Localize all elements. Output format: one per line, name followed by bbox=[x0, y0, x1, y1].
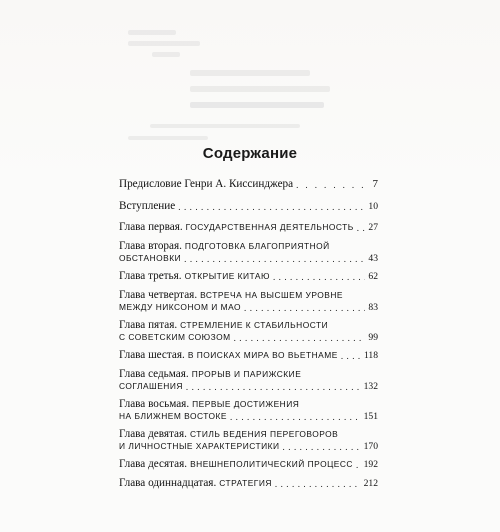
toc-entry-label: Вступление bbox=[119, 200, 176, 212]
toc-entry-chapter-7[interactable] bbox=[119, 368, 378, 392]
toc-entry-label: Предисловие Генри А. Киссинджера bbox=[119, 178, 294, 190]
toc-entry-chapter-1[interactable] bbox=[119, 221, 378, 233]
toc-page-number: 7 bbox=[372, 178, 378, 190]
toc-entry-chapter-6[interactable] bbox=[119, 349, 378, 361]
leader-dots bbox=[275, 478, 361, 490]
toc-entry-label-continued: СОГЛАШЕНИЯ bbox=[119, 381, 183, 391]
leader-dots bbox=[273, 271, 365, 283]
toc-entry-label: Глава третья. ОТКРЫТИЕ КИТАЮ bbox=[119, 270, 270, 282]
show-through-mark bbox=[190, 70, 310, 76]
toc-page-number: 132 bbox=[363, 381, 378, 392]
toc-entry-chapter-5[interactable] bbox=[119, 319, 378, 343]
toc-heading: Содержание bbox=[202, 145, 298, 162]
toc-entry-chapter-4[interactable] bbox=[119, 289, 378, 313]
toc-entry-label-continued: НА БЛИЖНЕМ ВОСТОКЕ bbox=[119, 411, 227, 421]
toc-entry-label: Глава первая. ГОСУДАРСТВЕННАЯ ДЕЯТЕЛЬНОСТЬ bbox=[119, 221, 354, 233]
leader-dots bbox=[234, 332, 366, 344]
leader-dots bbox=[184, 253, 365, 265]
toc-page-number: 192 bbox=[363, 459, 378, 470]
toc-page-number: 62 bbox=[368, 271, 378, 282]
leader-dots bbox=[186, 381, 361, 393]
toc-page-number: 43 bbox=[368, 253, 378, 264]
leader-dots bbox=[230, 411, 361, 423]
toc-entry-label: Глава вторая. ПОДГОТОВКА БЛАГОПРИЯТНОЙ bbox=[119, 240, 330, 252]
toc-page-number: 118 bbox=[363, 350, 378, 361]
leader-dots bbox=[296, 179, 369, 191]
leader-dots bbox=[341, 350, 361, 362]
toc-page-number: 10 bbox=[368, 201, 378, 212]
show-through-mark bbox=[150, 124, 300, 128]
leader-dots bbox=[283, 441, 361, 453]
toc-entry-label: Глава четвертая. ВСТРЕЧА НА ВЫСШЕМ УРОВНЕ bbox=[119, 289, 344, 301]
toc-page-number: 151 bbox=[363, 411, 378, 422]
toc-entry-preface[interactable] bbox=[119, 178, 378, 190]
toc-entry-label: Глава шестая. В ПОИСКАХ МИРА ВО ВЬЕТНАМЕ bbox=[119, 349, 338, 361]
toc-entry-chapter-3[interactable] bbox=[119, 270, 378, 282]
toc-entry-label-continued: ОБСТАНОВКИ bbox=[119, 253, 182, 263]
toc-page-number: 83 bbox=[368, 302, 378, 313]
toc-page-number: 27 bbox=[368, 222, 378, 233]
leader-dots bbox=[356, 459, 361, 471]
show-through-mark bbox=[190, 86, 330, 92]
toc-entry-label: Глава пятая. СТРЕМЛЕНИЕ К СТАБИЛЬНОСТИ bbox=[119, 319, 329, 331]
toc-entry-label-continued: С СОВЕТСКИМ СОЮЗОМ bbox=[119, 332, 231, 342]
toc-entry-label: Глава восьмая. ПЕРВЫЕ ДОСТИЖЕНИЯ bbox=[119, 398, 300, 410]
leader-dots bbox=[244, 302, 365, 314]
toc-entry-label: Глава девятая. СТИЛЬ ВЕДЕНИЯ ПЕРЕГОВОРОВ bbox=[119, 428, 339, 440]
toc-entry-label: Глава десятая. ВНЕШНЕПОЛИТИЧЕСКИЙ ПРОЦЕСС bbox=[119, 458, 353, 470]
toc-entry-chapter-2[interactable] bbox=[119, 240, 378, 264]
toc-entry-label-continued: И ЛИЧНОСТНЫЕ ХАРАКТЕРИСТИКИ bbox=[119, 441, 280, 451]
toc-entry-label: Глава одиннадцатая. СТРАТЕГИЯ bbox=[119, 477, 272, 489]
leader-dots bbox=[178, 201, 365, 213]
toc-page-number: 212 bbox=[363, 478, 378, 489]
show-through-mark bbox=[190, 102, 324, 108]
toc-entry-label: Глава седьмая. ПРОРЫВ И ПАРИЖСКИЕ bbox=[119, 368, 302, 380]
show-through-mark bbox=[128, 30, 176, 35]
show-through-mark bbox=[152, 52, 180, 57]
toc-entry-label-continued: МЕЖДУ НИКСОНОМ И МАО bbox=[119, 302, 242, 312]
table-of-contents bbox=[119, 178, 378, 489]
toc-entry-chapter-9[interactable] bbox=[119, 428, 378, 452]
toc-page-number: 170 bbox=[363, 441, 378, 452]
show-through-mark bbox=[128, 136, 208, 140]
toc-entry-chapter-11[interactable] bbox=[119, 477, 378, 489]
toc-page-number: 99 bbox=[368, 332, 378, 343]
show-through-mark bbox=[128, 41, 200, 46]
toc-entry-chapter-10[interactable] bbox=[119, 458, 378, 470]
toc-entry-chapter-8[interactable] bbox=[119, 398, 378, 422]
toc-entry-introduction[interactable] bbox=[119, 200, 378, 212]
leader-dots bbox=[357, 222, 366, 234]
